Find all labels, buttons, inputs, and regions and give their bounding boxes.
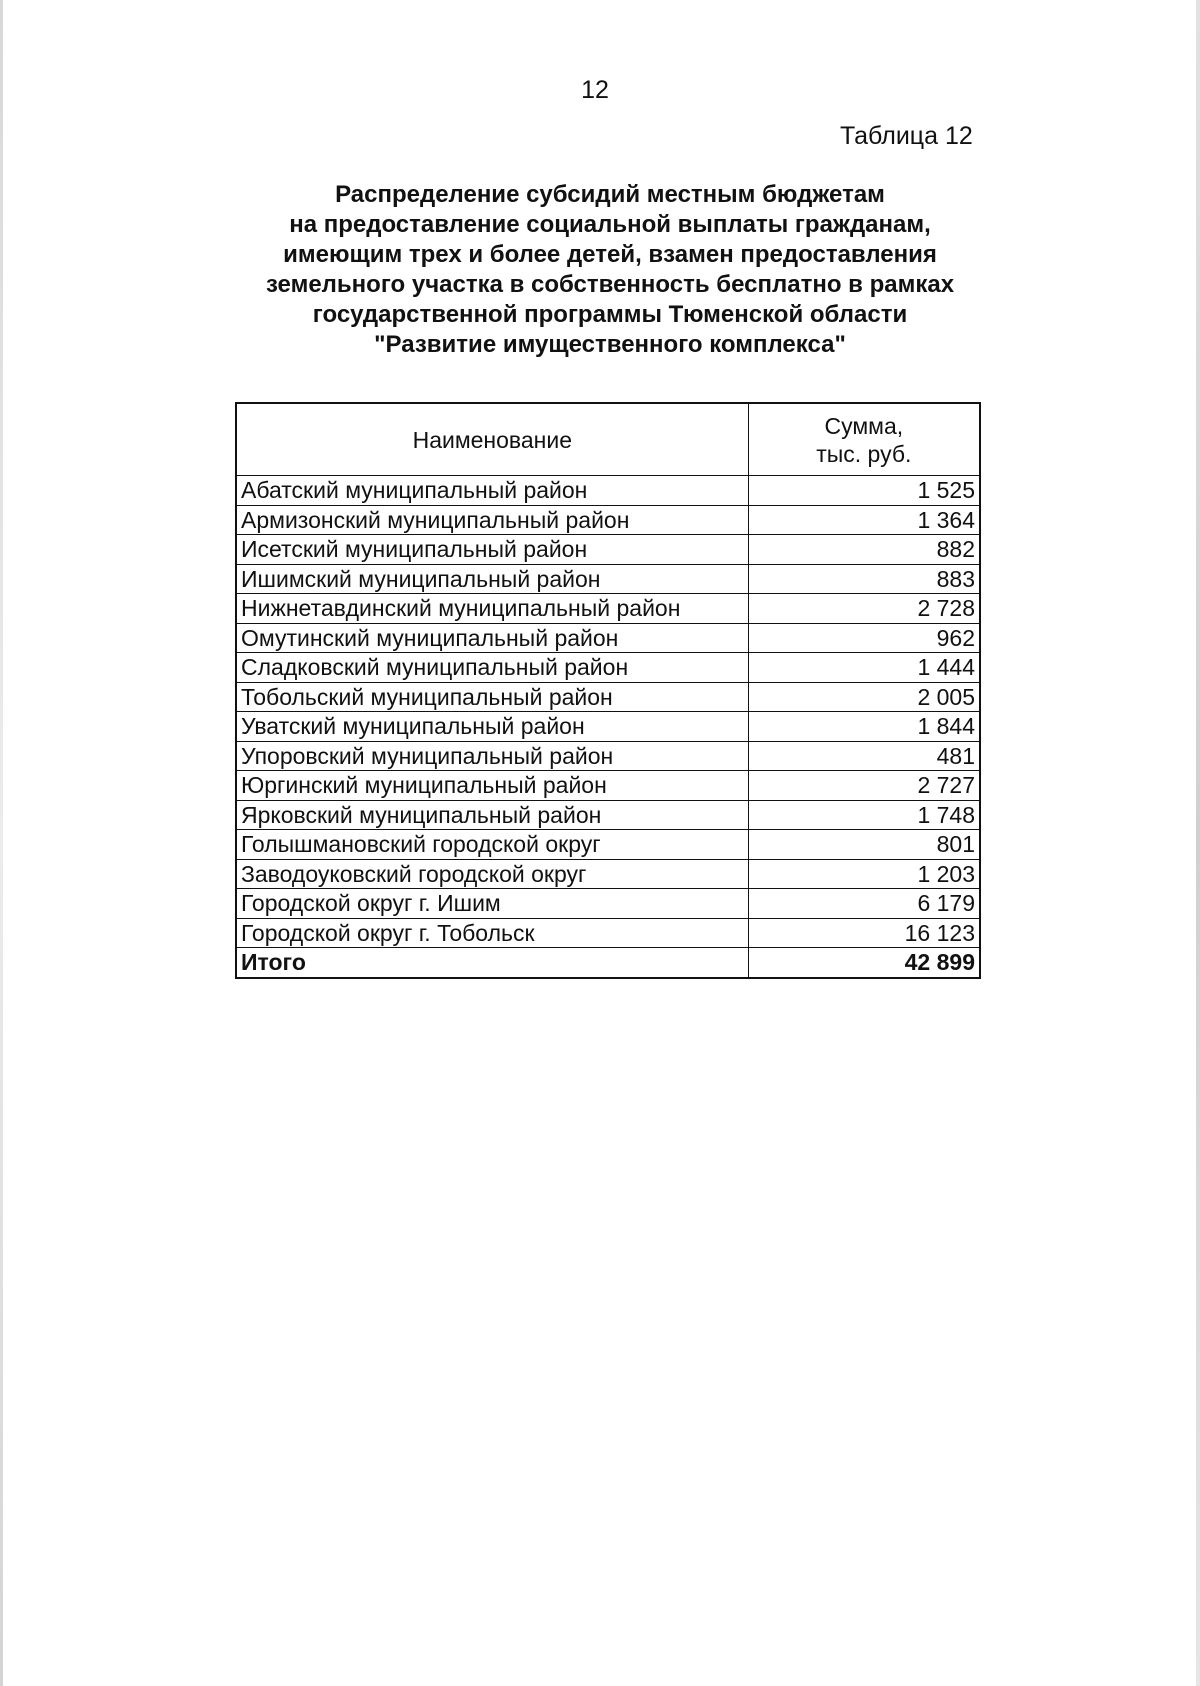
row-value: 6 179 xyxy=(748,889,980,919)
table-row xyxy=(236,564,980,594)
table-row xyxy=(236,889,980,919)
row-name: Нижнетавдинский муниципальный район xyxy=(236,594,748,624)
row-name: Омутинский муниципальный район xyxy=(236,623,748,653)
subsidy-table xyxy=(235,402,981,979)
row-name: Уватский муниципальный район xyxy=(236,712,748,742)
row-name: Голышмановский городской округ xyxy=(236,830,748,860)
row-name: Ишимский муниципальный район xyxy=(236,564,748,594)
total-value: 42 899 xyxy=(748,948,980,978)
scan-edge-left xyxy=(0,0,3,1686)
row-value: 1 844 xyxy=(748,712,980,742)
row-value: 1 748 xyxy=(748,800,980,830)
column-header-name: Наименование xyxy=(236,403,748,476)
title-line: "Развитие имущественного комплекса" xyxy=(374,331,846,358)
row-value: 801 xyxy=(748,830,980,860)
column-header-sum-line2: тыс. руб. xyxy=(816,440,912,467)
row-value: 882 xyxy=(748,535,980,565)
row-value: 1 525 xyxy=(748,476,980,506)
title-line: имеющим трех и более детей, взамен предоставления xyxy=(283,241,937,268)
total-row xyxy=(236,948,980,978)
table-row xyxy=(236,653,980,683)
table-row xyxy=(236,741,980,771)
row-name: Упоровский муниципальный район xyxy=(236,741,748,771)
row-name: Городской округ г. Ишим xyxy=(236,889,748,919)
title-line: земельного участка в собственность бесплатно в рамках xyxy=(265,271,955,298)
row-value: 1 364 xyxy=(748,505,980,535)
table-row xyxy=(236,682,980,712)
row-name: Юргинский муниципальный район xyxy=(236,771,748,801)
row-value: 2 005 xyxy=(748,682,980,712)
row-name: Абатский муниципальный район xyxy=(236,476,748,506)
page-number: 12 xyxy=(581,76,609,104)
row-name: Ярковский муниципальный район xyxy=(236,800,748,830)
table-row xyxy=(236,594,980,624)
column-header-sum xyxy=(748,403,980,476)
document-title xyxy=(230,180,990,360)
row-name: Исетский муниципальный район xyxy=(236,535,748,565)
table-row xyxy=(236,830,980,860)
table-row xyxy=(236,712,980,742)
row-name: Городской округ г. Тобольск xyxy=(236,918,748,948)
table-header-row xyxy=(236,403,980,476)
table-row xyxy=(236,771,980,801)
table-row xyxy=(236,476,980,506)
row-value: 2 727 xyxy=(748,771,980,801)
row-value: 883 xyxy=(748,564,980,594)
table-row xyxy=(236,800,980,830)
table-row xyxy=(236,859,980,889)
table-row xyxy=(236,918,980,948)
title-line: на предоставление социальной выплаты гражданам, xyxy=(289,211,931,238)
total-label: Итого xyxy=(236,948,748,978)
title-line: Распределение субсидий местным бюджетам xyxy=(335,181,885,208)
row-value: 481 xyxy=(748,741,980,771)
row-value: 2 728 xyxy=(748,594,980,624)
column-header-sum-line1: Сумма, xyxy=(824,412,904,439)
table-label: Таблица 12 xyxy=(840,122,973,150)
table-row xyxy=(236,505,980,535)
table-row xyxy=(236,535,980,565)
row-value: 16 123 xyxy=(748,918,980,948)
scan-edge-right xyxy=(1196,0,1200,1686)
row-value: 962 xyxy=(748,623,980,653)
row-name: Тобольский муниципальный район xyxy=(236,682,748,712)
row-value: 1 203 xyxy=(748,859,980,889)
row-name: Армизонский муниципальный район xyxy=(236,505,748,535)
title-line: государственной программы Тюменской области xyxy=(312,301,908,328)
row-name: Заводоуковский городской округ xyxy=(236,859,748,889)
row-value: 1 444 xyxy=(748,653,980,683)
table-row xyxy=(236,623,980,653)
row-name: Сладковский муниципальный район xyxy=(236,653,748,683)
